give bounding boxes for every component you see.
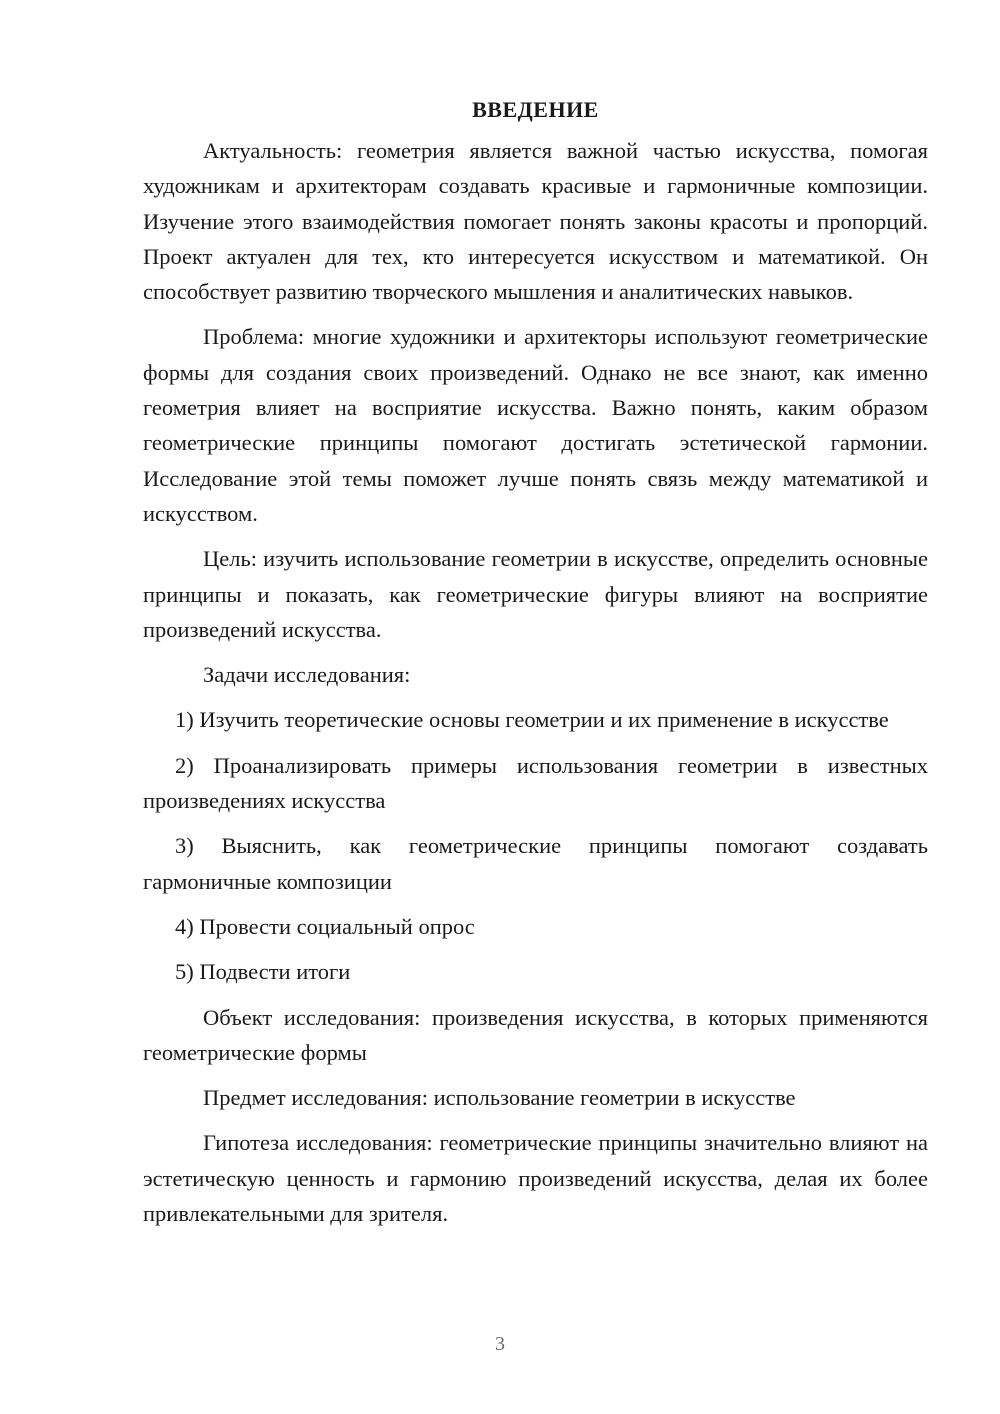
subject-paragraph: Предмет исследования: использование геометрии в искусстве xyxy=(203,1085,796,1111)
page-number: 3 xyxy=(495,1333,505,1355)
object-paragraph: Объект исследования: произведения искусства, в которых применяются геометрические формы xyxy=(143,1004,928,1065)
page-title: ВВЕДЕНИЕ xyxy=(472,97,599,122)
document-page xyxy=(143,92,928,1231)
problem-paragraph: Проблема: многие художники и архитекторы используют геометрические формы для создания своих произведений. Однако не все знают, как именно геометрия влияет на восприятие искусства. Важно понять, каким образом геометрические принципы помогают достигать эстетической гармонии. Исследование этой темы поможет лучше понять связь между математикой и искусством. xyxy=(143,324,928,526)
task-item-4: 4) Провести социальный опрос xyxy=(175,913,475,939)
hypothesis-paragraph: Гипотеза исследования: геометрические принципы значительно влияют на эстетическую ценность и гармонию произведений искусства, делая их более привлекательными для зрителя. xyxy=(143,1130,928,1227)
task-item-2: 2) Проанализировать примеры использования геометрии в известных произведениях искусства xyxy=(143,752,928,814)
tasks-heading: Задачи исследования: xyxy=(203,662,411,688)
task-item-5: 5) Подвести итоги xyxy=(175,959,351,985)
task-item-1: 1) Изучить теоретические основы геометрии и их применение в искусстве xyxy=(175,707,889,733)
task-item-3: 3) Выяснить, как геометрические принципы помогают создавать гармоничные композиции xyxy=(143,833,928,894)
relevance-paragraph: Актуальность: геометрия является важной частью искусства, помогая художникам и архитекторам создавать красивые и гармоничные композиции. Изучение этого взаимодействия помогает понять законы красоты и пропорций. Проект актуален для тех, кто интересуется искусством и математикой. Он способствует развитию творческого мышления и аналитических навыков. xyxy=(143,138,928,305)
goal-paragraph: Цель: изучить использование геометрии в искусстве, определить основные принципы и показать, как геометрические фигуры влияют на восприятие произведений искусства. xyxy=(143,546,928,642)
